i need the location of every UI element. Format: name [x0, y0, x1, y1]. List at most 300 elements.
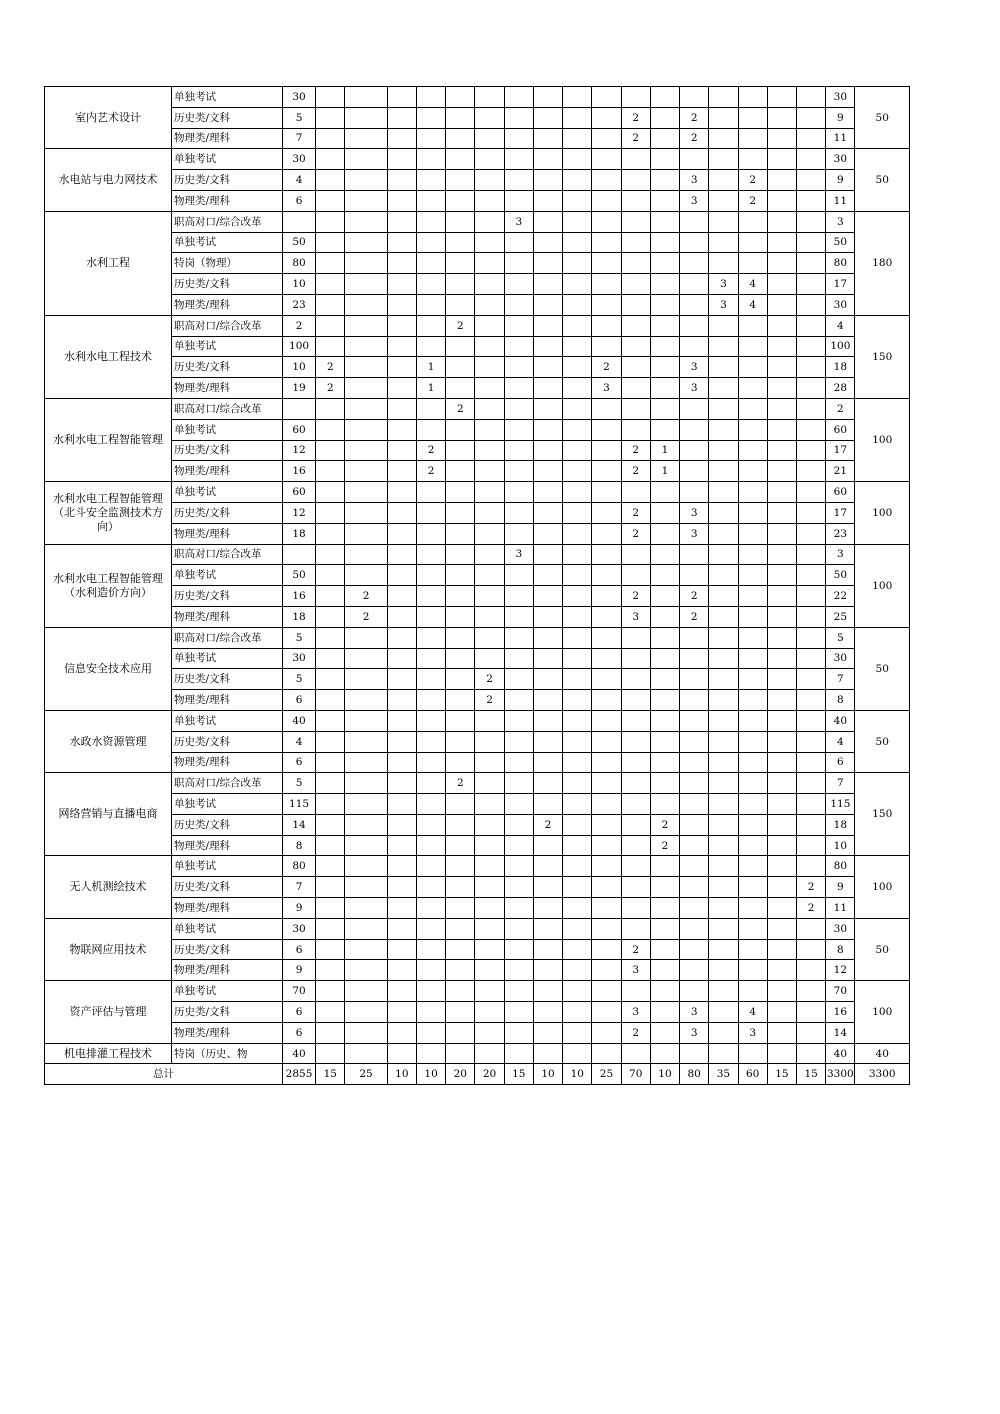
quota-cell — [387, 87, 416, 108]
quota-cell — [592, 565, 621, 586]
quota-cell — [738, 565, 767, 586]
quota-cell — [446, 918, 475, 939]
quota-cell — [345, 461, 387, 482]
table-row — [45, 274, 910, 295]
table-row — [45, 294, 910, 315]
total-cell: 15 — [767, 1064, 796, 1085]
quota-cell — [797, 87, 826, 108]
quota-cell — [387, 419, 416, 440]
quota-cell — [709, 960, 738, 981]
table-row — [45, 1043, 910, 1064]
quota-cell — [446, 419, 475, 440]
quota-cell — [592, 710, 621, 731]
quota-cell — [709, 939, 738, 960]
quota-cell — [316, 232, 345, 253]
quota-cell — [504, 773, 533, 794]
quota-cell — [345, 960, 387, 981]
total-cell: 3300 — [826, 1064, 855, 1085]
quota-cell — [738, 544, 767, 565]
quota-cell — [650, 627, 679, 648]
quota-cell — [533, 1022, 562, 1043]
exam-type-cell: 职高对口/综合改革 — [172, 211, 283, 232]
quota-cell — [592, 107, 621, 128]
quota-cell — [533, 606, 562, 627]
quota-cell — [563, 232, 592, 253]
quota-cell — [767, 794, 796, 815]
quota-cell — [387, 918, 416, 939]
quota-cell — [767, 918, 796, 939]
quota-cell — [446, 211, 475, 232]
quota-cell — [446, 232, 475, 253]
exam-type-cell: 单独考试 — [172, 149, 283, 170]
quota-cell — [738, 794, 767, 815]
quota-cell — [767, 856, 796, 877]
quota-cell — [592, 794, 621, 815]
quota-cell — [345, 1043, 387, 1064]
major-plan-cell: 180 — [855, 211, 910, 315]
major-name-cell: 资产评估与管理 — [45, 981, 172, 1043]
quota-cell — [533, 170, 562, 191]
quota-cell: 2 — [592, 357, 621, 378]
quota-cell: 3 — [680, 190, 709, 211]
quota-cell — [387, 1022, 416, 1043]
quota-cell — [387, 648, 416, 669]
quota-cell — [504, 253, 533, 274]
quota-cell — [621, 357, 650, 378]
major-name-cell: 物联网应用技术 — [45, 918, 172, 980]
quota-cell — [680, 960, 709, 981]
quota-cell — [533, 731, 562, 752]
quota-cell — [738, 357, 767, 378]
quota-cell: 6 — [282, 752, 315, 773]
row-total-cell: 4 — [826, 731, 855, 752]
quota-cell — [282, 211, 315, 232]
quota-cell: 40 — [282, 1043, 315, 1064]
quota-cell — [316, 856, 345, 877]
major-plan-cell: 50 — [855, 149, 910, 211]
quota-cell: 3 — [709, 294, 738, 315]
row-total-cell: 21 — [826, 461, 855, 482]
quota-cell — [592, 149, 621, 170]
quota-cell: 2 — [680, 586, 709, 607]
quota-cell — [416, 87, 445, 108]
row-total-cell: 30 — [826, 149, 855, 170]
quota-cell — [345, 253, 387, 274]
quota-cell — [387, 315, 416, 336]
quota-cell — [316, 274, 345, 295]
exam-type-cell: 单独考试 — [172, 232, 283, 253]
quota-cell — [504, 170, 533, 191]
quota-cell — [345, 898, 387, 919]
quota-cell — [709, 461, 738, 482]
quota-cell — [446, 731, 475, 752]
quota-cell: 18 — [282, 606, 315, 627]
total-cell: 10 — [563, 1064, 592, 1085]
quota-cell — [533, 315, 562, 336]
exam-type-cell: 特岗（物理） — [172, 253, 283, 274]
quota-cell — [709, 232, 738, 253]
quota-cell — [533, 502, 562, 523]
quota-cell — [316, 669, 345, 690]
quota-cell — [345, 128, 387, 149]
quota-cell — [767, 752, 796, 773]
table-row — [45, 482, 910, 503]
quota-cell — [767, 253, 796, 274]
quota-cell — [416, 939, 445, 960]
quota-cell — [504, 939, 533, 960]
quota-cell — [316, 710, 345, 731]
quota-cell — [767, 211, 796, 232]
quota-cell — [316, 502, 345, 523]
exam-type-cell: 职高对口/综合改革 — [172, 315, 283, 336]
quota-cell — [709, 357, 738, 378]
quota-cell — [563, 315, 592, 336]
major-name-cell: 无人机测绘技术 — [45, 856, 172, 918]
quota-cell — [446, 627, 475, 648]
quota-cell — [709, 87, 738, 108]
quota-cell — [416, 274, 445, 295]
quota-cell: 3 — [680, 502, 709, 523]
quota-cell — [316, 170, 345, 191]
quota-cell — [738, 731, 767, 752]
quota-cell — [563, 253, 592, 274]
quota-cell: 2 — [446, 315, 475, 336]
major-name-cell: 室内艺术设计 — [45, 87, 172, 149]
quota-cell — [475, 1022, 504, 1043]
row-total-cell: 18 — [826, 814, 855, 835]
quota-cell — [738, 960, 767, 981]
quota-cell — [767, 586, 796, 607]
row-total-cell: 8 — [826, 939, 855, 960]
quota-cell — [446, 669, 475, 690]
quota-cell — [592, 835, 621, 856]
quota-cell: 4 — [738, 1002, 767, 1023]
quota-cell — [533, 835, 562, 856]
quota-cell — [563, 502, 592, 523]
quota-cell — [345, 773, 387, 794]
quota-cell — [767, 898, 796, 919]
quota-cell: 2 — [680, 128, 709, 149]
quota-cell — [446, 544, 475, 565]
quota-cell: 7 — [282, 877, 315, 898]
quota-cell — [446, 690, 475, 711]
quota-cell — [709, 170, 738, 191]
quota-cell — [316, 814, 345, 835]
quota-cell — [563, 648, 592, 669]
quota-cell — [650, 87, 679, 108]
quota-cell: 6 — [282, 190, 315, 211]
quota-cell: 5 — [282, 107, 315, 128]
quota-cell — [446, 648, 475, 669]
exam-type-cell: 物理类/理科 — [172, 378, 283, 399]
quota-cell — [475, 190, 504, 211]
quota-cell — [797, 128, 826, 149]
quota-cell — [316, 461, 345, 482]
quota-cell — [563, 877, 592, 898]
quota-cell — [797, 856, 826, 877]
quota-cell — [797, 170, 826, 191]
quota-cell — [345, 232, 387, 253]
table-row — [45, 856, 910, 877]
quota-cell — [797, 1002, 826, 1023]
table-row — [45, 752, 910, 773]
exam-type-cell: 历史类/文科 — [172, 502, 283, 523]
quota-cell: 2 — [738, 170, 767, 191]
quota-cell — [416, 565, 445, 586]
quota-cell — [621, 1043, 650, 1064]
quota-cell: 2 — [738, 190, 767, 211]
quota-cell — [650, 523, 679, 544]
quota-cell: 2 — [621, 523, 650, 544]
quota-cell — [282, 398, 315, 419]
major-plan-cell: 100 — [855, 544, 910, 627]
quota-cell — [533, 1043, 562, 1064]
quota-cell — [533, 440, 562, 461]
quota-cell — [621, 710, 650, 731]
quota-cell — [738, 523, 767, 544]
quota-cell — [316, 835, 345, 856]
quota-cell — [387, 253, 416, 274]
quota-cell — [592, 877, 621, 898]
quota-cell — [563, 1022, 592, 1043]
quota-cell — [416, 336, 445, 357]
quota-cell — [797, 939, 826, 960]
quota-cell — [345, 294, 387, 315]
quota-cell — [650, 939, 679, 960]
quota-cell — [533, 669, 562, 690]
table-row — [45, 1002, 910, 1023]
quota-cell — [387, 128, 416, 149]
quota-cell — [621, 482, 650, 503]
quota-cell: 2 — [621, 1022, 650, 1043]
row-total-cell: 3 — [826, 211, 855, 232]
exam-type-cell: 职高对口/综合改革 — [172, 398, 283, 419]
quota-cell — [797, 960, 826, 981]
quota-cell — [621, 565, 650, 586]
quota-cell — [709, 128, 738, 149]
quota-cell — [316, 1043, 345, 1064]
quota-cell — [650, 232, 679, 253]
quota-cell — [533, 898, 562, 919]
quota-cell — [563, 419, 592, 440]
quota-cell — [563, 378, 592, 399]
quota-cell: 1 — [416, 378, 445, 399]
quota-cell — [592, 419, 621, 440]
quota-cell — [387, 544, 416, 565]
quota-cell: 3 — [680, 1002, 709, 1023]
quota-cell — [345, 648, 387, 669]
quota-cell — [621, 918, 650, 939]
quota-cell — [621, 835, 650, 856]
table-row — [45, 731, 910, 752]
quota-cell: 3 — [504, 544, 533, 565]
quota-cell — [650, 981, 679, 1002]
exam-type-cell: 单独考试 — [172, 648, 283, 669]
quota-cell — [797, 274, 826, 295]
quota-cell — [680, 731, 709, 752]
total-cell: 70 — [621, 1064, 650, 1085]
quota-cell — [563, 794, 592, 815]
quota-cell — [345, 669, 387, 690]
quota-cell — [475, 1002, 504, 1023]
table-row — [45, 690, 910, 711]
quota-cell — [767, 170, 796, 191]
quota-cell — [446, 523, 475, 544]
quota-cell — [387, 398, 416, 419]
quota-cell — [563, 482, 592, 503]
quota-cell — [345, 856, 387, 877]
quota-cell — [446, 107, 475, 128]
quota-cell — [709, 544, 738, 565]
quota-cell: 10 — [282, 357, 315, 378]
quota-cell — [621, 378, 650, 399]
quota-cell — [709, 814, 738, 835]
quota-cell — [563, 731, 592, 752]
quota-cell — [563, 606, 592, 627]
quota-cell — [621, 149, 650, 170]
quota-cell — [387, 794, 416, 815]
table-row — [45, 794, 910, 815]
major-plan-cell: 50 — [855, 918, 910, 980]
quota-cell — [797, 981, 826, 1002]
quota-cell — [345, 835, 387, 856]
quota-cell — [797, 482, 826, 503]
quota-cell: 23 — [282, 294, 315, 315]
quota-cell — [345, 336, 387, 357]
quota-cell — [621, 981, 650, 1002]
quota-cell — [446, 1002, 475, 1023]
quota-cell — [797, 253, 826, 274]
quota-cell — [709, 856, 738, 877]
quota-cell — [563, 1002, 592, 1023]
quota-cell: 3 — [621, 1002, 650, 1023]
quota-cell — [650, 752, 679, 773]
quota-cell — [709, 440, 738, 461]
quota-cell — [563, 669, 592, 690]
quota-cell — [680, 232, 709, 253]
quota-cell — [345, 419, 387, 440]
row-total-cell: 8 — [826, 690, 855, 711]
quota-cell: 2 — [416, 461, 445, 482]
row-total-cell: 11 — [826, 128, 855, 149]
quota-cell — [475, 107, 504, 128]
exam-type-cell: 单独考试 — [172, 419, 283, 440]
quota-cell: 2 — [621, 107, 650, 128]
quota-cell — [621, 752, 650, 773]
quota-cell — [650, 274, 679, 295]
quota-cell — [738, 835, 767, 856]
quota-cell — [797, 752, 826, 773]
quota-cell — [345, 398, 387, 419]
quota-cell: 80 — [282, 253, 315, 274]
major-plan-cell: 50 — [855, 710, 910, 772]
quota-cell — [621, 253, 650, 274]
quota-cell: 2 — [650, 814, 679, 835]
quota-cell — [621, 190, 650, 211]
quota-cell — [533, 336, 562, 357]
quota-cell — [592, 461, 621, 482]
quota-cell — [316, 544, 345, 565]
quota-cell — [533, 1002, 562, 1023]
quota-cell — [533, 544, 562, 565]
table-row — [45, 357, 910, 378]
quota-cell — [475, 648, 504, 669]
row-total-cell: 14 — [826, 1022, 855, 1043]
quota-cell — [592, 190, 621, 211]
table-row — [45, 107, 910, 128]
quota-cell — [650, 1002, 679, 1023]
quota-cell — [446, 565, 475, 586]
exam-type-cell: 单独考试 — [172, 918, 283, 939]
quota-cell — [621, 232, 650, 253]
quota-cell — [475, 482, 504, 503]
quota-cell — [621, 794, 650, 815]
quota-cell — [446, 128, 475, 149]
quota-cell — [680, 710, 709, 731]
quota-cell — [767, 190, 796, 211]
quota-cell: 5 — [282, 773, 315, 794]
quota-cell — [592, 87, 621, 108]
row-total-cell: 30 — [826, 294, 855, 315]
quota-cell — [533, 419, 562, 440]
table-row — [45, 835, 910, 856]
table-row — [45, 918, 910, 939]
quota-cell — [533, 523, 562, 544]
quota-cell — [650, 856, 679, 877]
quota-cell — [797, 211, 826, 232]
exam-type-cell: 单独考试 — [172, 856, 283, 877]
total-cell: 15 — [504, 1064, 533, 1085]
quota-cell — [387, 357, 416, 378]
exam-type-cell: 单独考试 — [172, 710, 283, 731]
quota-cell — [416, 794, 445, 815]
table-row — [45, 773, 910, 794]
row-total-cell: 30 — [826, 648, 855, 669]
quota-cell — [738, 690, 767, 711]
quota-cell — [316, 586, 345, 607]
quota-cell — [533, 773, 562, 794]
quota-cell — [475, 627, 504, 648]
quota-cell — [621, 274, 650, 295]
row-total-cell: 9 — [826, 170, 855, 191]
quota-cell — [709, 586, 738, 607]
table-row — [45, 253, 910, 274]
quota-cell — [680, 482, 709, 503]
quota-cell — [650, 107, 679, 128]
row-total-cell: 17 — [826, 274, 855, 295]
quota-cell — [738, 232, 767, 253]
quota-cell: 2 — [621, 939, 650, 960]
quota-cell — [446, 336, 475, 357]
row-total-cell: 70 — [826, 981, 855, 1002]
quota-cell: 3 — [680, 1022, 709, 1043]
quota-cell — [316, 773, 345, 794]
quota-cell — [316, 918, 345, 939]
quota-cell — [416, 981, 445, 1002]
quota-cell: 30 — [282, 648, 315, 669]
quota-cell — [709, 107, 738, 128]
exam-type-cell: 物理类/理科 — [172, 128, 283, 149]
table-row — [45, 627, 910, 648]
quota-cell — [650, 253, 679, 274]
quota-cell — [504, 710, 533, 731]
quota-cell — [475, 794, 504, 815]
quota-cell — [680, 669, 709, 690]
quota-cell — [316, 627, 345, 648]
row-total-cell: 30 — [826, 918, 855, 939]
quota-cell — [563, 357, 592, 378]
quota-cell — [345, 981, 387, 1002]
